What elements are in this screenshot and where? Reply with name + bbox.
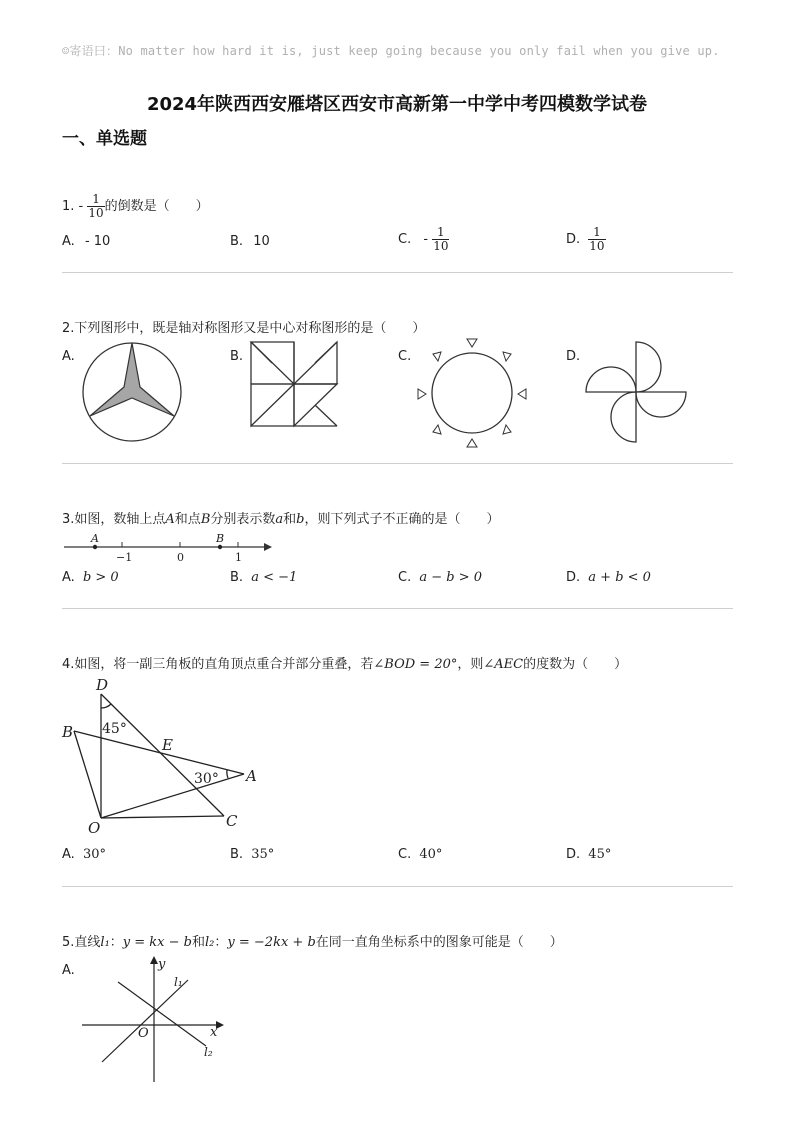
q1-option-b-label: B. (230, 234, 244, 249)
q4-label-a: A (246, 767, 257, 785)
q5-eq-1: y = kx − b (122, 935, 192, 950)
q3-option-c-expr: a − b > 0 (419, 570, 483, 585)
divider-3 (62, 608, 733, 609)
question-4 (62, 653, 627, 672)
q4-label-c: C (226, 812, 238, 830)
q1-prefix: 1. - (62, 199, 84, 214)
q2-option-c-label[interactable]: C. (398, 349, 412, 364)
q3-option-b[interactable] (230, 570, 297, 585)
q5-l1: l₁ (100, 935, 110, 950)
q3-tick-0: 0 (177, 551, 184, 564)
q4-option-c-value: 40° (419, 847, 443, 862)
q3-option-a-label: A. (62, 570, 75, 585)
q1-option-c[interactable] (398, 226, 449, 253)
q1-option-c-sign: - (423, 232, 429, 247)
q4-text-2: ，则 (457, 657, 484, 672)
question-3 (62, 508, 500, 527)
q2-figure-c[interactable] (416, 337, 528, 449)
question-5 (62, 931, 563, 950)
q3-var-a: A (165, 512, 175, 527)
q4-option-a-value: 30° (82, 847, 106, 862)
q1-option-a-label: A. (62, 234, 75, 249)
q4-condition: ∠BOD = 20° (373, 657, 458, 672)
q3-text-4: 和 (283, 512, 297, 527)
q5-and: 和 (192, 935, 206, 950)
page-title: 2024年陕西西安雁塔区西安市高新第一中学中考四模数学试卷 (146, 94, 648, 115)
q3-text-2: 和点 (174, 512, 201, 527)
q5-line-l2: l₂ (204, 1045, 213, 1059)
q3-var-b: B (200, 512, 211, 527)
q2-option-d-label[interactable]: D. (566, 349, 581, 364)
q1-frac-den: 10 (88, 206, 104, 220)
q1-option-b-value: 10 (253, 234, 270, 249)
q1-suffix: 的倒数是（ ） (104, 199, 209, 214)
q2-figure-d[interactable] (584, 340, 688, 444)
q3-option-c-label: C. (398, 570, 412, 585)
q4-label-d: D (96, 676, 109, 694)
q5-origin: O (138, 1026, 149, 1041)
q4-option-a[interactable] (62, 847, 106, 862)
q1-option-c-label: C. (398, 232, 412, 247)
q4-angle-30: 30° (194, 771, 219, 787)
q4-option-d[interactable] (566, 847, 611, 862)
q4-option-c[interactable] (398, 847, 442, 862)
q4-option-b-label: B. (230, 847, 244, 862)
q4-text-3: 的度数为（ ） (523, 657, 628, 672)
header-motto: ☺寄语曰：No matter how hard it is, just keep going because you only fail when you give up. (62, 44, 720, 58)
q3-text-1: 3.如图，数轴上点 (62, 512, 166, 527)
q5-eq-2: y = −2kx + b (227, 935, 316, 950)
q2-option-a-label[interactable]: A. (62, 349, 75, 364)
q3-var-b2: b (296, 512, 305, 527)
q3-option-d[interactable] (566, 570, 651, 585)
q3-option-d-label: D. (566, 570, 581, 585)
q3-point-a: A (91, 532, 99, 545)
q2-figure-a[interactable] (80, 340, 184, 444)
q5-line-l1: l₁ (174, 975, 183, 989)
q1-option-d-den: 10 (589, 239, 605, 253)
question-2: 2.下列图形中，既是轴对称图形又是中心对称图形的是（ ） (62, 321, 426, 336)
q3-text-3: 分别表示数 (210, 512, 276, 527)
question-1 (62, 193, 209, 220)
q5-text-1: 5.直线 (62, 935, 101, 950)
q4-option-b[interactable] (230, 847, 274, 862)
q4-text-1: 4.如图，将一副三角板的直角顶点重合并部分重叠，若 (62, 657, 374, 672)
q2-figure-b[interactable] (249, 340, 339, 428)
q4-option-c-label: C. (398, 847, 412, 862)
q1-option-b[interactable] (230, 234, 270, 249)
q1-option-a[interactable] (62, 234, 110, 249)
q4-label-e: E (162, 736, 173, 754)
q4-option-a-label: A. (62, 847, 75, 862)
q3-option-a[interactable] (62, 570, 119, 585)
q1-option-d-num: 1 (588, 226, 605, 240)
q3-option-b-label: B. (230, 570, 244, 585)
q5-l2: l₂ (205, 935, 215, 950)
q5-text-2: 在同一直角坐标系中的图象可能是（ ） (315, 935, 563, 950)
q3-tick-neg1: −1 (116, 551, 133, 564)
q1-option-d-fraction (588, 226, 605, 253)
q1-option-c-den: 10 (433, 239, 449, 253)
q4-option-b-value: 35° (251, 847, 275, 862)
q3-option-c[interactable] (398, 570, 482, 585)
q1-option-d-label: D. (566, 232, 581, 247)
q4-ask: ∠AEC (483, 657, 524, 672)
q4-label-b: B (62, 723, 74, 741)
q1-option-c-fraction (432, 226, 449, 253)
q1-option-c-num: 1 (432, 226, 449, 240)
divider-4 (62, 886, 733, 887)
q1-frac-num: 1 (87, 193, 104, 207)
q3-tick-1: 1 (235, 551, 242, 564)
q1-option-a-value: - 10 (84, 234, 111, 249)
q4-label-o: O (88, 819, 101, 837)
q4-option-d-value: 45° (588, 847, 612, 862)
q2-option-b-label[interactable]: B. (230, 349, 244, 364)
q3-number-line (62, 530, 274, 566)
q3-text-5: ，则下列式子不正确的是（ ） (304, 512, 500, 527)
q4-figure (58, 674, 268, 838)
q3-var-a2: a (275, 512, 284, 527)
q4-option-d-label: D. (566, 847, 581, 862)
q3-option-b-expr: a < −1 (251, 570, 298, 585)
q1-fraction (87, 193, 104, 220)
q3-option-a-expr: b > 0 (82, 570, 119, 585)
q3-option-d-expr: a + b < 0 (588, 570, 651, 585)
q5-axis-x: x (210, 1025, 218, 1040)
divider-1 (62, 272, 733, 273)
q3-point-b: B (216, 532, 225, 545)
divider-2 (62, 463, 733, 464)
q5-colon-1: ： (109, 935, 123, 950)
q5-figure-a[interactable] (78, 952, 228, 1086)
section-heading: 一、单选题 (62, 129, 147, 149)
q5-option-a-label[interactable]: A. (62, 963, 75, 978)
q4-angle-45: 45° (102, 721, 127, 737)
q5-colon-2: ： (214, 935, 228, 950)
q5-axis-y: y (158, 957, 166, 972)
q1-option-d[interactable] (566, 226, 606, 253)
